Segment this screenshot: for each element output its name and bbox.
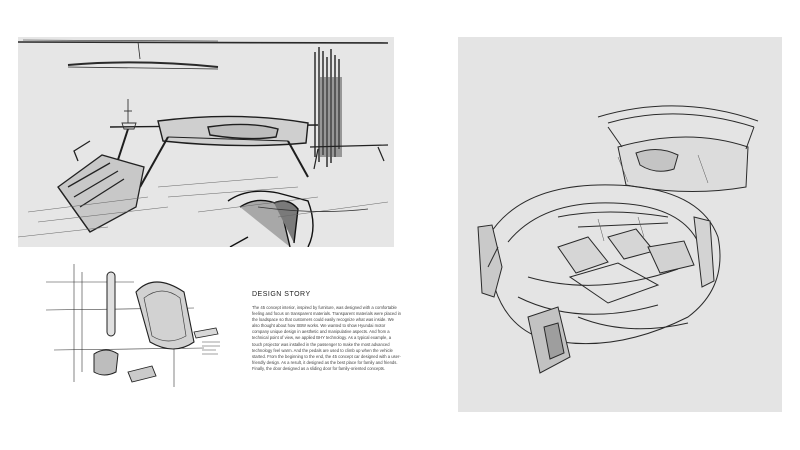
design-story (252, 291, 402, 372)
mini-sketch-drawing (44, 262, 244, 392)
sketch-drawing (18, 37, 394, 247)
story-body: The 45 concept interior, inspired by furniture, was designed with a comfortable feeling and focus on transparent materials. Transparent materials were placed in the loadspace so that customers could easily recognize what was inside. We also thought about how SBW works. We wanted to show Hyundai motor company unique design in aesthetic and manipulative aspects. And from a technical point of view, we applied BHY technology. As a typical example, a touch projector was installed in the passenger to make the most advanced technology feel warm. And the pedals are used to climb up when the vehicle started. From the beginning to the end, the 45 concept car designed with a user-friendly design. As a result, it designed as the best place for family and friends. Finally, the door designed as a sliding door for family-oriented concepts. (252, 305, 401, 371)
vehicle-interior-sketch (458, 37, 782, 412)
component-sketches (44, 262, 244, 392)
story-title: DESIGN STORY (252, 291, 311, 298)
interior-furniture-sketch (18, 37, 394, 247)
vehicle-sketch-drawing (458, 37, 782, 412)
